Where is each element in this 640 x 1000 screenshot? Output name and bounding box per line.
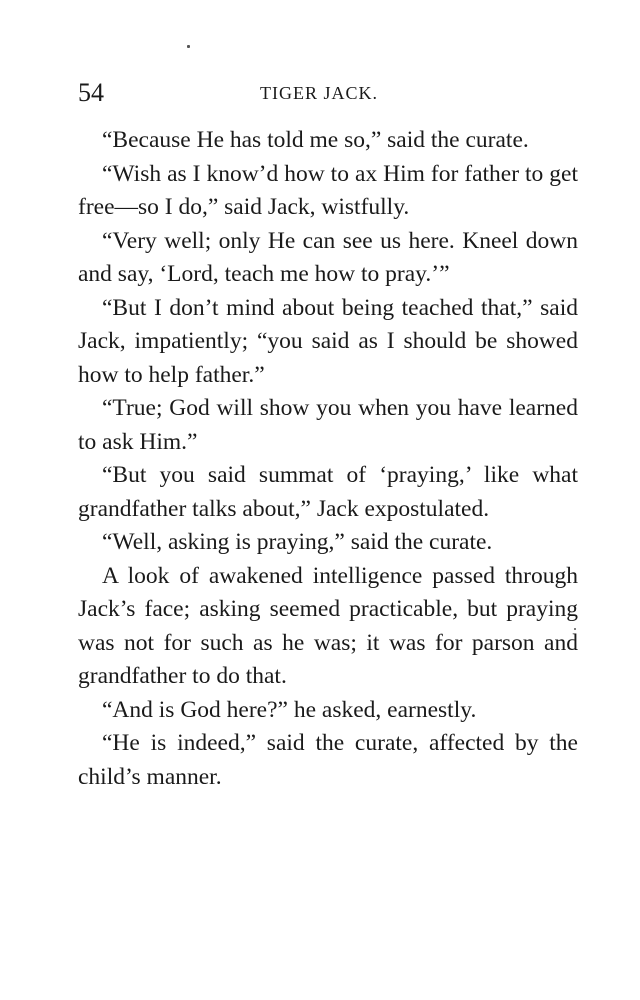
print-speck	[187, 45, 190, 48]
paragraph: “He is indeed,” said the curate, affected by the child’s manner.	[78, 730, 578, 790]
body-text	[78, 124, 578, 794]
paragraph: “But I don’t mind about being teached that,” said Jack, impatiently; “you said as I should be showed how to help father.”	[78, 294, 578, 388]
running-head: TIGER JACK.	[260, 83, 378, 103]
paragraph: “Because He has told me so,” said the curate.	[102, 127, 529, 153]
page-header	[78, 78, 582, 108]
paragraph: A look of awakened intelligence passed through Jack’s face; asking seemed practicable, but praying was not for such as he was; it was for parson and grandfather to do that.	[78, 562, 578, 689]
paragraph: “Wish as I know’d how to ax Him for father to get free—so I do,” said Jack, wistfully.	[78, 160, 578, 220]
paragraph: “And is God here?” he asked, earnestly.	[102, 696, 477, 723]
page-number: 54	[78, 78, 104, 107]
paragraph: “True; God will show you when you have learned to ask Him.”	[78, 395, 578, 455]
paragraph: “But you said summat of ‘praying,’ like what grandfather talks about,” Jack expostulated.	[78, 462, 578, 522]
paragraph: “Well, asking is praying,” said the curate.	[102, 529, 493, 555]
paragraph: “Very well; only He can see us here. Kneel down and say, ‘Lord, teach me how to pray.’”	[78, 227, 578, 287]
